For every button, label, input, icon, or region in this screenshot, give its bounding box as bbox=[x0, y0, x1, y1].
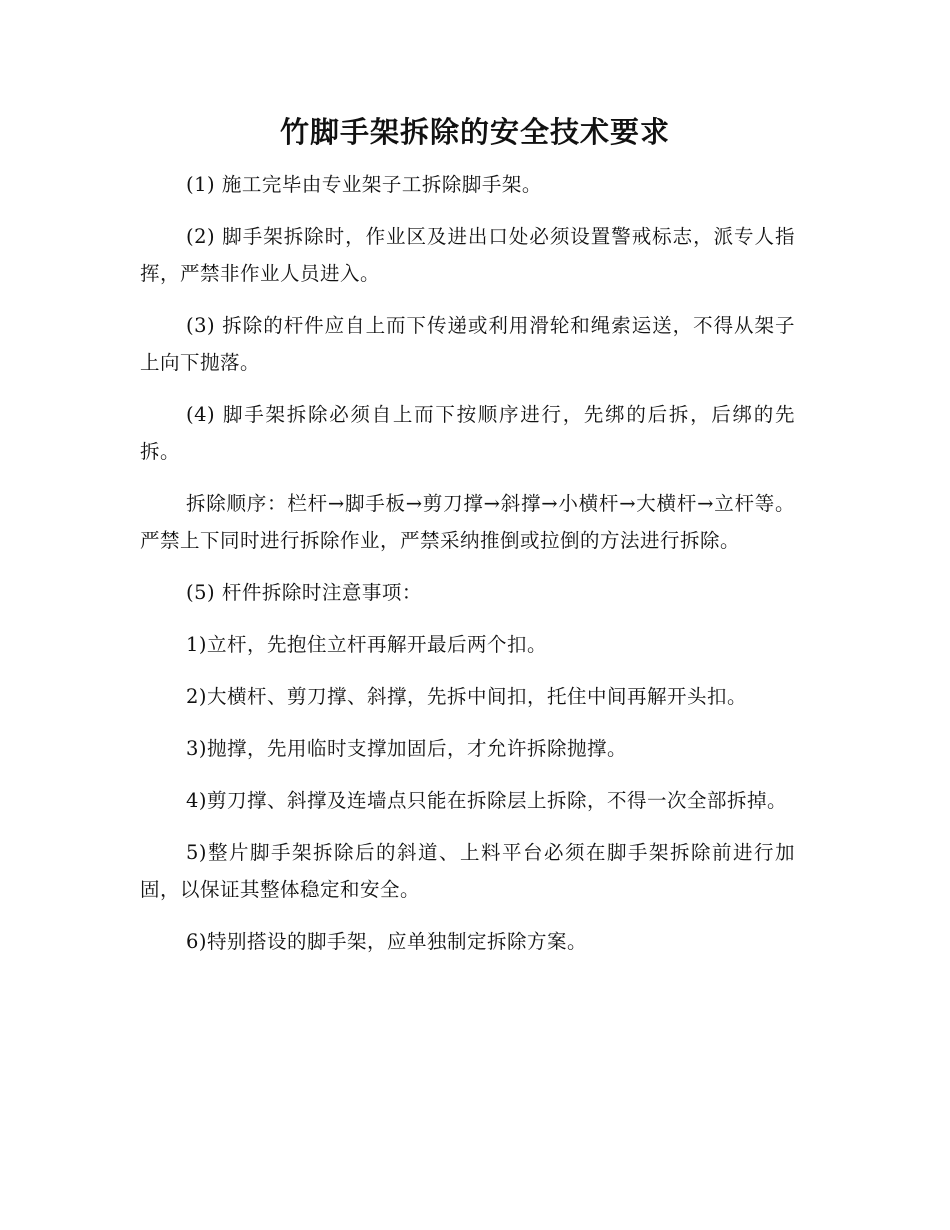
paragraph-removal-order: 拆除顺序：栏杆→脚手板→剪刀撑→斜撑→小横杆→大横杆→立杆等。严禁上下同时进行拆除作业，严禁采纳推倒或拉倒的方法进行拆除。 bbox=[140, 492, 795, 552]
document-body bbox=[140, 166, 795, 975]
list-item-2: 2)大横杆、剪刀撑、斜撑，先拆中间扣，托住中间再解开头扣。 bbox=[186, 685, 748, 708]
paragraph-4: (4) 脚手架拆除必须自上而下按顺序进行，先绑的后拆，后绑的先拆。 bbox=[140, 403, 795, 463]
paragraph-5: (5) 杆件拆除时注意事项： bbox=[186, 581, 422, 604]
paragraph-3: (3) 拆除的杆件应自上而下传递或利用滑轮和绳索运送，不得从架子上向下抛落。 bbox=[140, 314, 795, 374]
paragraph-2: (2) 脚手架拆除时，作业区及进出口处必须设置警戒标志，派专人指挥，严禁非作业人员进入。 bbox=[140, 225, 795, 285]
list-item-1: 1)立杆，先抱住立杆再解开最后两个扣。 bbox=[186, 633, 548, 656]
document-title: 竹脚手架拆除的安全技术要求 bbox=[279, 115, 670, 149]
list-item-5: 5)整片脚手架拆除后的斜道、上料平台必须在脚手架拆除前进行加固，以保证其整体稳定和安全。 bbox=[140, 841, 795, 901]
list-item-6: 6)特别搭设的脚手架，应单独制定拆除方案。 bbox=[186, 930, 588, 953]
list-item-3: 3)抛撑，先用临时支撑加固后，才允许拆除抛撑。 bbox=[186, 737, 628, 760]
list-item-4: 4)剪刀撑、斜撑及连墙点只能在拆除层上拆除，不得一次全部拆掉。 bbox=[186, 789, 788, 812]
paragraph-1: (1) 施工完毕由专业架子工拆除脚手架。 bbox=[186, 173, 542, 196]
